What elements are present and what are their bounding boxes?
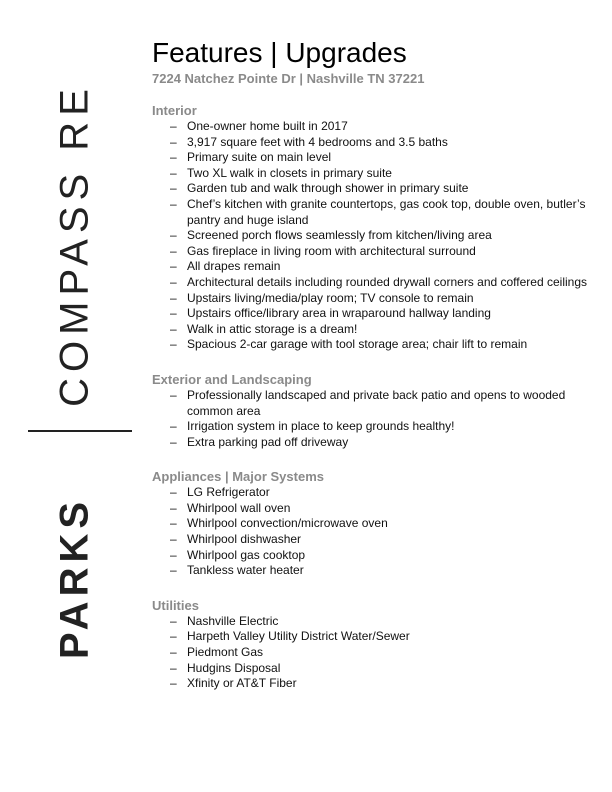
brand-divider (28, 430, 132, 432)
compass-logo: COMPASS RE (52, 83, 97, 407)
list-item: – Upstairs living/media/play room; TV console to remain (152, 291, 592, 307)
main-content (152, 36, 592, 710)
list-item: – Hudgins Disposal (152, 661, 592, 677)
list-item: – Upstairs office/library area in wraparound hallway landing (152, 306, 592, 322)
list-item: – Two XL walk in closets in primary suite (152, 166, 592, 182)
list-item: – Gas fireplace in living room with architectural surround (152, 244, 592, 260)
feature-list (152, 614, 592, 692)
list-item: – Architectural details including rounded drywall corners and coffered ceilings (152, 275, 592, 291)
list-item: – Whirlpool dishwasher (152, 532, 592, 548)
section-heading: Utilities (152, 597, 199, 613)
list-item: – Piedmont Gas (152, 645, 592, 661)
feature-list (152, 119, 592, 353)
list-item: – Whirlpool convection/microwave oven (152, 516, 592, 532)
list-item: – Irrigation system in place to keep grounds healthy! (152, 419, 592, 435)
brand-sidebar (0, 0, 140, 792)
list-item: – Walk in attic storage is a dream! (152, 322, 592, 338)
list-item: – Xfinity or AT&T Fiber (152, 676, 592, 692)
list-item: – Chef’s kitchen with granite countertops, gas cook top, double oven, butler’s pantry and huge island (152, 197, 592, 228)
list-item: – LG Refrigerator (152, 485, 592, 501)
list-item: – One-owner home built in 2017 (152, 119, 592, 135)
page-title: Features | Upgrades (152, 37, 407, 68)
section-heading: Appliances | Major Systems (152, 469, 324, 485)
list-item: – Whirlpool wall oven (152, 501, 592, 517)
list-item: – Garden tub and walk through shower in primary suite (152, 181, 592, 197)
section-exterior-and-landscaping (152, 371, 592, 450)
list-item: – Professionally landscaped and private back patio and opens to wooded common area (152, 388, 592, 419)
list-item: – All drapes remain (152, 259, 592, 275)
feature-list (152, 388, 592, 450)
list-item: – Spacious 2-car garage with tool storage area; chair lift to remain (152, 337, 592, 353)
section-appliances-major-systems (152, 468, 592, 579)
list-item: – Harpeth Valley Utility District Water/Sewer (152, 629, 592, 645)
feature-sections (152, 102, 592, 692)
section-heading: Exterior and Landscaping (152, 371, 312, 387)
section-interior (152, 102, 592, 353)
list-item: – 3,917 square feet with 4 bedrooms and 3.5 baths (152, 135, 592, 151)
section-heading: Interior (152, 103, 197, 118)
list-item: – Primary suite on main level (152, 150, 592, 166)
section-utilities (152, 597, 592, 692)
list-item: – Tankless water heater (152, 563, 592, 579)
property-address: 7224 Natchez Pointe Dr | Nashville TN 37221 (152, 71, 425, 86)
feature-list (152, 485, 592, 579)
parks-logo: PARKS (52, 496, 97, 660)
list-item: – Whirlpool gas cooktop (152, 548, 592, 564)
list-item: – Nashville Electric (152, 614, 592, 630)
list-item: – Extra parking pad off driveway (152, 435, 592, 451)
list-item: – Screened porch flows seamlessly from kitchen/living area (152, 228, 592, 244)
